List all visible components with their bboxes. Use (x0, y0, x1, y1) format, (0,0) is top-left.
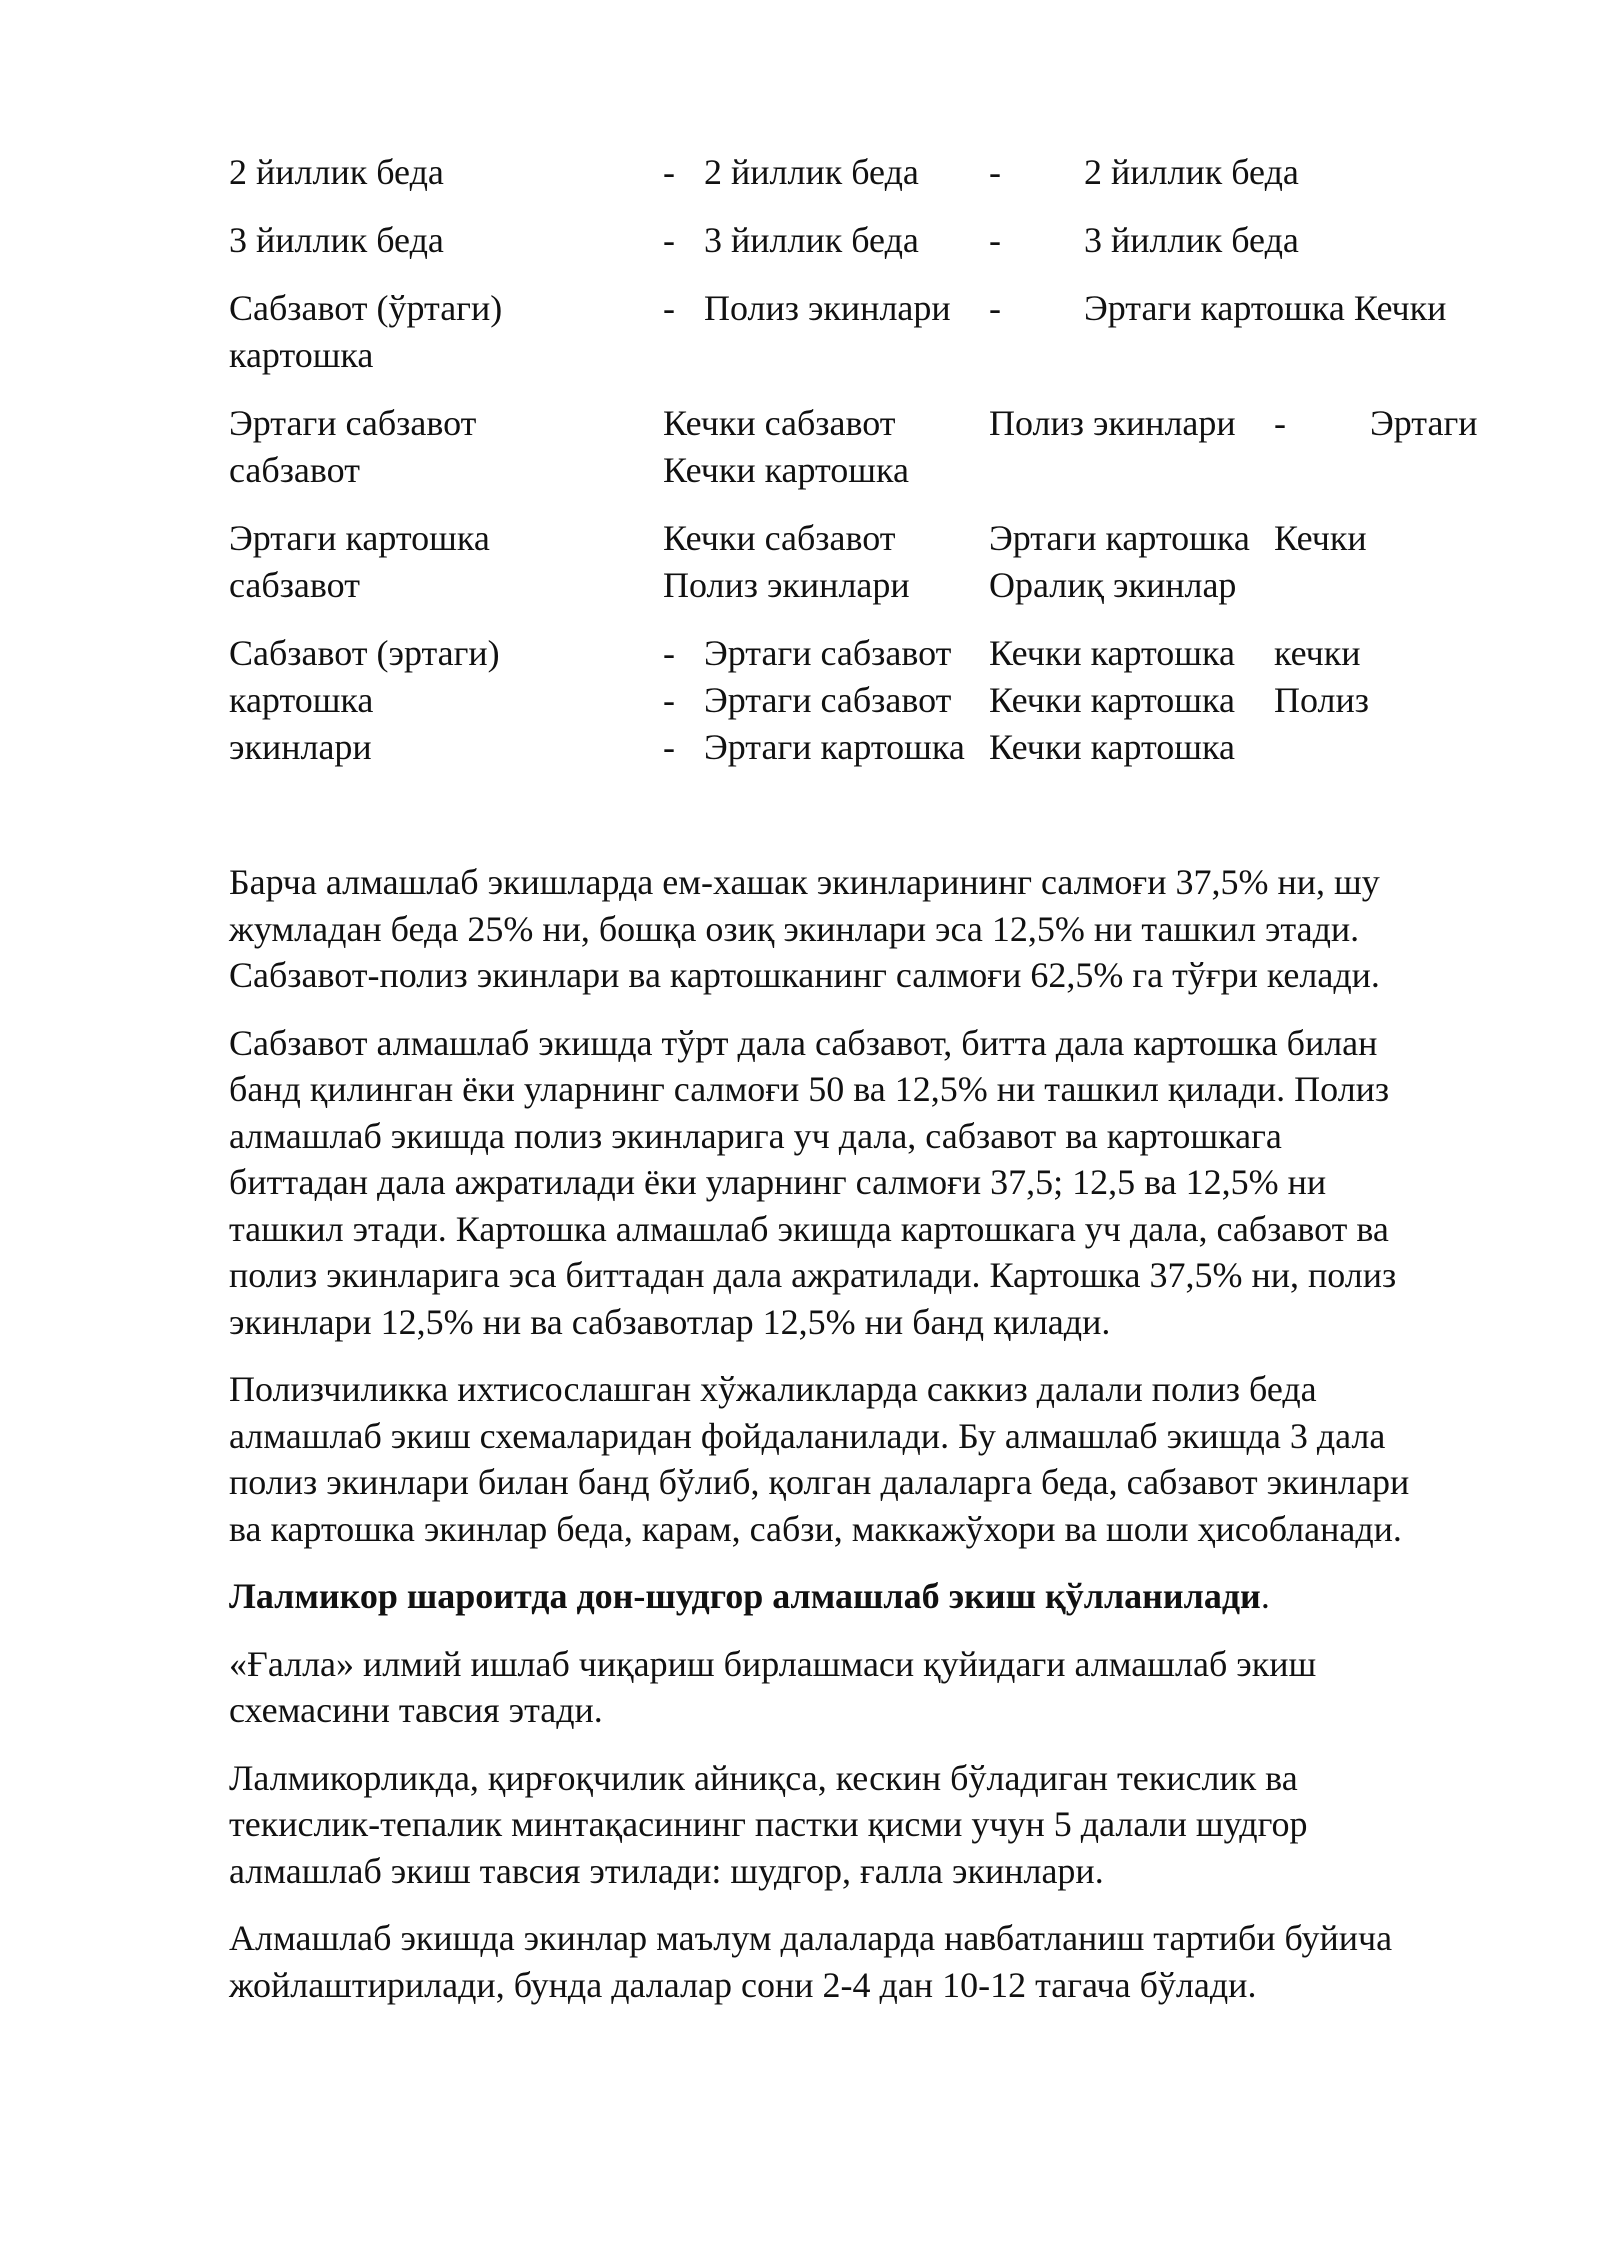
table-cell (229, 400, 476, 494)
paragraph-line: алмашлаб экишда полиз экинларига уч дала, сабзавот ва картошкага (229, 1115, 1282, 1156)
table-cell (704, 149, 919, 196)
paragraph (229, 1366, 1489, 1552)
cell-line: Кечки картошка (663, 450, 909, 490)
table-row (229, 630, 1549, 771)
table-cell (663, 515, 910, 609)
cell-line: Эртаги (1370, 403, 1478, 443)
cell-line: Эртаги картошка (989, 518, 1250, 558)
table-cell (989, 285, 1001, 332)
cell-line: Сабзавот (эртаги) (229, 633, 500, 673)
cell-line: Кечки (1274, 518, 1367, 558)
table-cell (1274, 515, 1367, 562)
heading-text: Лалмикор шароитда дон-шудгор алмашлаб экиш қўлланилади (229, 1576, 1261, 1616)
cell-line: Кечки картошка (989, 633, 1235, 673)
cell-line: - (663, 288, 675, 328)
paragraph-line: Сабзавот-полиз экинлари ва картошканинг салмоғи 62,5% га тўғри келади. (229, 955, 1380, 995)
cell-line: Эртаги картошка (704, 727, 965, 767)
table-cell (704, 285, 951, 332)
paragraph-line: алмашлаб экиш тавсия этилади: шудгор, ғалла экинлари. (229, 1850, 1104, 1891)
cell-line: 2 йиллик беда (704, 152, 919, 192)
table-cell (229, 217, 444, 264)
cell-line: Эртаги картошка (229, 518, 490, 558)
cell-line: 2 йиллик беда (229, 152, 444, 192)
paragraph-line: полиз экинларига эса биттадан дала ажратилади. Картошка 37,5% ни, полиз (229, 1255, 1397, 1295)
table-cell (229, 515, 490, 609)
table-cell (663, 400, 909, 494)
cell-line: Полиз экинлари (989, 403, 1236, 443)
cell-line: сабзавот (229, 450, 360, 490)
paragraph (229, 1915, 1489, 2008)
paragraph-line: Барча алмашлаб экишларда ем-хашак экинларининг салмоғи 37,5% ни, шу (229, 862, 1380, 902)
cell-line: картошка (229, 680, 374, 720)
paragraph-line: биттадан дала ажратилади ёки уларнинг салмоғи 37,5; 12,5 ва 12,5% ни (229, 1162, 1327, 1202)
paragraph-line: Полизчиликка ихтисослашган хўжаликларда саккиз далали полиз беда (229, 1369, 1317, 1409)
cell-line: - (989, 220, 1001, 260)
paragraph-line: жумладан беда 25% ни, бошқа озиқ экинлари эса 12,5% ни ташкил этади. (229, 908, 1360, 949)
table-cell (663, 285, 675, 332)
table-row (229, 400, 1549, 494)
table-cell (229, 149, 444, 196)
cell-line: Полиз (1274, 680, 1369, 720)
table-row (229, 149, 1549, 196)
heading-suffix: . (1260, 1576, 1270, 1616)
cell-line: Кечки картошка (989, 727, 1235, 767)
paragraph-line: банд қилинган ёки уларнинг салмоғи 50 ва 12,5% ни ташкил қилади. Полиз (229, 1069, 1390, 1109)
table-cell (989, 630, 1235, 771)
cell-line: - (663, 152, 675, 192)
table-row (229, 285, 1549, 379)
paragraph-line: ва картошка экинлар беда, карам, сабзи, маккажўхори ва шоли ҳисобланади. (229, 1508, 1402, 1549)
paragraph-line: жойлаштирилади, бунда далалар сони 2-4 дан 10-12 тагача бўлади. (229, 1964, 1257, 2005)
paragraph-line: текислик-тепалик минтақасининг пастки қисми учун 5 далали шудгор (229, 1804, 1308, 1844)
cell-line: - (989, 152, 1001, 192)
table-cell (989, 400, 1236, 447)
paragraph-line: экинлари 12,5% ни ва сабзавотлар 12,5% ни банд қилади. (229, 1301, 1111, 1342)
table-cell (1274, 630, 1369, 724)
table-row (229, 515, 1549, 609)
cell-line: кечки (1274, 633, 1361, 673)
table-cell (229, 285, 502, 379)
table-cell (704, 217, 919, 264)
cell-line: - (989, 288, 1001, 328)
cell-line: - (1274, 403, 1286, 443)
table-cell (989, 217, 1001, 264)
cell-line: - (663, 727, 675, 767)
cell-line: Кечки сабзавот (663, 403, 896, 443)
table-cell (663, 149, 675, 196)
table-cell (1370, 400, 1477, 447)
paragraph-line: Сабзавот алмашлаб экишда тўрт дала сабзавот, битта дала картошка билан (229, 1022, 1378, 1063)
cell-line: Оралиқ экинлар (989, 565, 1237, 605)
paragraph (229, 1020, 1489, 1346)
cell-line: - (663, 633, 675, 673)
paragraph-line: схемасини тавсия этади. (229, 1690, 603, 1730)
cell-line: Кечки картошка (989, 680, 1235, 720)
cell-line: Эртаги сабзавот (704, 680, 952, 720)
cell-line: Полиз экинлари (663, 565, 910, 605)
cell-line: 3 йиллик беда (1084, 220, 1299, 260)
paragraph-line: полиз экинлари билан банд бўлиб, қолган далаларга беда, сабзавот экинлари (229, 1462, 1410, 1502)
cell-line: Кечки сабзавот (663, 518, 896, 558)
table-cell (989, 149, 1001, 196)
table-row (229, 217, 1549, 264)
table-cell (663, 630, 675, 771)
cell-line: - (663, 220, 675, 260)
cell-line: Эртаги картошка Кечки (1084, 288, 1447, 328)
cell-line: сабзавот (229, 565, 360, 605)
cell-line: экинлари (229, 727, 372, 767)
paragraph-line: ташкил этади. Картошка алмашлаб экишда картошкага уч дала, сабзавот ва (229, 1208, 1389, 1249)
table-cell (704, 630, 965, 771)
cell-line: 2 йиллик беда (1084, 152, 1299, 192)
table-cell (1274, 400, 1286, 447)
paragraph-line: Алмашлаб экишда экинлар маълум далаларда навбатланиш тартиби буйича (229, 1918, 1393, 1958)
table-cell (989, 515, 1250, 609)
cell-line: Эртаги сабзавот (704, 633, 952, 673)
table-cell (1084, 217, 1299, 264)
section-heading (229, 1573, 1489, 1620)
paragraph (229, 1641, 1489, 1734)
table-cell (1084, 285, 1446, 332)
paragraph-line: алмашлаб экиш схемаларидан фойдаланилади. Бу алмашлаб экишда 3 дала (229, 1415, 1386, 1456)
paragraph-line: Лалмикорликда, қирғоқчилик айниқса, кескин бўладиган текислик ва (229, 1757, 1298, 1798)
cell-line: Полиз экинлари (704, 288, 951, 328)
cell-line: картошка (229, 335, 374, 375)
cell-line: - (663, 680, 675, 720)
paragraph (229, 859, 1489, 999)
table-cell (1084, 149, 1299, 196)
document-body (229, 859, 1489, 2029)
paragraph (229, 1755, 1489, 1895)
cell-line: 3 йиллик беда (229, 220, 444, 260)
table-cell (663, 217, 675, 264)
cell-line: Сабзавот (ўртаги) (229, 288, 503, 328)
table-cell (229, 630, 500, 771)
cell-line: 3 йиллик беда (704, 220, 919, 260)
paragraph-line: «Ғалла» илмий ишлаб чиқариш бирлашмаси қуйидаги алмашлаб экиш (229, 1643, 1317, 1684)
cell-line: Эртаги сабзавот (229, 403, 477, 443)
